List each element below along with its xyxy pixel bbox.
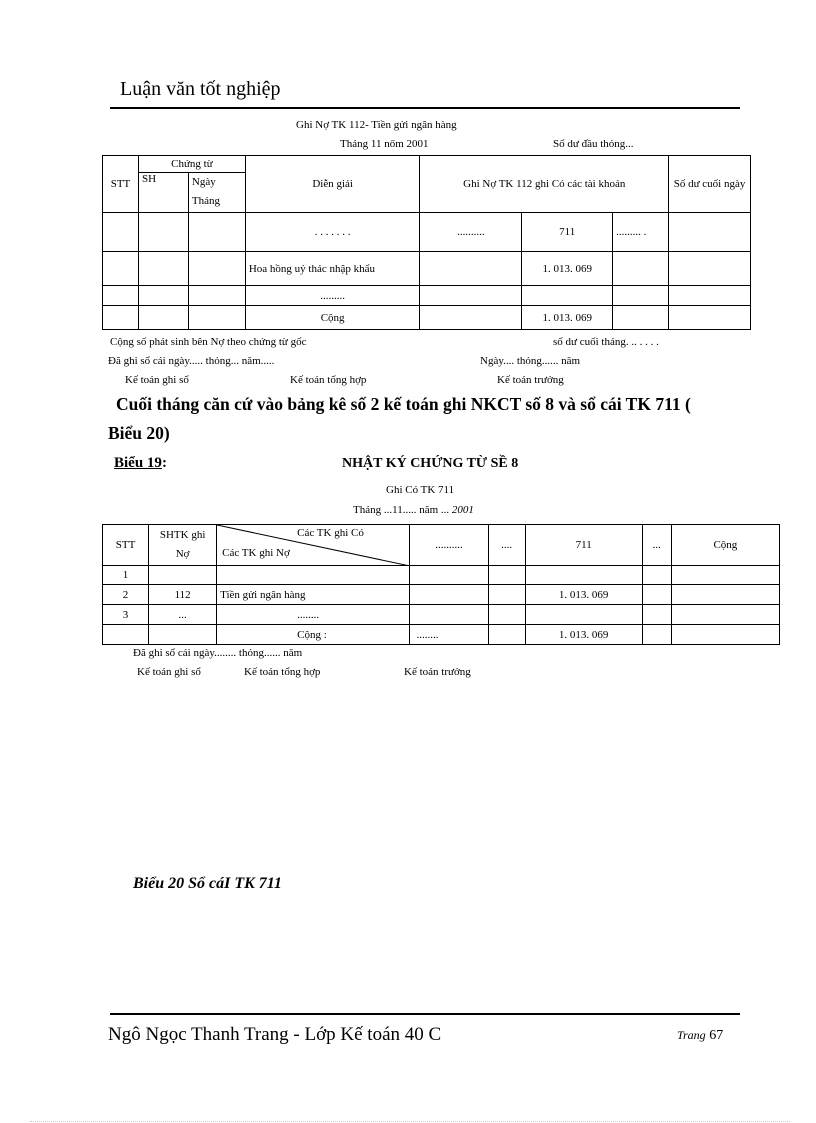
diagonal-header-cell — [217, 525, 410, 566]
table-row — [103, 252, 751, 286]
row-c — [613, 252, 669, 286]
row-a: .......... — [420, 213, 522, 252]
ledger-footer-left: Cộng số phát sinh bên Nợ theo chứng từ gốc — [110, 336, 307, 348]
footer-rule — [110, 1013, 740, 1015]
footer-page — [677, 1028, 723, 1044]
row-name: Cộng : — [217, 625, 410, 645]
header-rule — [110, 107, 740, 109]
paragraph-line-2: Biểu 20) — [108, 423, 170, 443]
row-711 — [525, 566, 642, 585]
col-shtk: SHTK ghi Nợ — [149, 525, 217, 566]
footer-author: Ngô Ngọc Thanh Trang - Lớp Kế toán 40 C — [108, 1024, 442, 1045]
ledger-month: Tháng 11 nőm 2001 — [340, 138, 429, 150]
paragraph-line-1: Cuối tháng căn cứ vào bảng kê số 2 kế toán ghi NKCT số 8 và sổ cái TK 711 ( — [116, 394, 691, 414]
row-c: ......... . — [613, 213, 669, 252]
row-711 — [525, 605, 642, 625]
row-stt — [103, 625, 149, 645]
row-a — [420, 286, 522, 306]
col-desc: Diễn giải — [245, 156, 420, 213]
col-a: .......... — [410, 525, 488, 566]
col-total: Cộng — [671, 525, 779, 566]
row-711: 1. 013. 069 — [525, 625, 642, 645]
row-a — [410, 566, 488, 585]
row-c — [613, 306, 669, 330]
row-b — [522, 286, 613, 306]
row-name — [217, 566, 410, 585]
page-number: 67 — [709, 1028, 724, 1043]
col-voucher: Chứng từ — [138, 156, 245, 173]
table-row — [103, 286, 751, 306]
col-credit: Ghi Nợ TK 112 ghi Có các tài khoản — [420, 156, 669, 213]
col-stt: STT — [103, 156, 139, 213]
col-b: .... — [488, 525, 525, 566]
journal-sign-3: Kế toán trưởng — [404, 666, 471, 678]
row-sh — [149, 566, 217, 585]
table-row — [103, 306, 751, 330]
ledger-date-line: Ngày.... thỏng...... năm — [480, 355, 581, 367]
journal-period — [353, 504, 474, 516]
journal-label-colon: : — [161, 455, 167, 471]
row-a — [420, 306, 522, 330]
table-row — [103, 625, 780, 645]
journal-recorded: Đã ghi sổ cái ngày........ thỏng...... năm — [133, 647, 303, 659]
row-stt: 1 — [103, 566, 149, 585]
row-b: 711 — [522, 213, 613, 252]
col-d: ... — [642, 525, 671, 566]
journal-label — [114, 455, 167, 472]
row-desc: ......... — [245, 286, 420, 306]
ledger-sign-1: Kế toán ghi sổ — [125, 374, 189, 386]
col-stt: STT — [103, 525, 149, 566]
row-a — [420, 252, 522, 286]
col-date: Ngày Tháng — [188, 173, 245, 213]
row-b: 1. 013. 069 — [522, 252, 613, 286]
row-name: Tiền gửi ngân hàng — [217, 585, 410, 605]
bottom-edge-line — [30, 1121, 790, 1122]
col-credit-accounts: Các TK ghi Có — [297, 527, 364, 539]
row-desc: . . . . . . . — [245, 213, 420, 252]
row-sh: ... — [149, 605, 217, 625]
ledger-table — [102, 155, 751, 330]
table-row — [103, 566, 780, 585]
table-row — [103, 605, 780, 625]
col-sh: SH — [138, 173, 188, 213]
ledger-sign-3: Kế toán trưởng — [497, 374, 564, 386]
row-stt: 2 — [103, 585, 149, 605]
row-name: ........ — [217, 605, 410, 625]
bieu-20-title: Biểu 20 Sổ cáI TK 711 — [133, 875, 282, 892]
col-debit-accounts: Các TK ghi Nợ — [222, 547, 290, 559]
row-c — [613, 286, 669, 306]
row-a — [410, 605, 488, 625]
ledger-sign-2: Kế toán tổng hợp — [290, 374, 367, 386]
page-label: Trang — [677, 1028, 706, 1042]
row-sh — [149, 625, 217, 645]
journal-sign-1: Kế toán ghi sổ — [137, 666, 201, 678]
journal-table — [102, 524, 780, 645]
journal-period-prefix: Tháng ...11..... năm ... — [353, 504, 452, 516]
row-a — [410, 585, 488, 605]
journal-sign-2: Kế toán tổng hợp — [244, 666, 321, 678]
journal-label-text: Biểu 19 — [114, 455, 162, 471]
journal-subtitle: Ghi Có TK 711 — [386, 484, 455, 496]
table-row — [103, 213, 751, 252]
ledger-recorded: Đã ghi sổ cái ngày..... thỏng... năm..... — [108, 355, 275, 367]
col-711: 711 — [525, 525, 642, 566]
row-b: 1. 013. 069 — [522, 306, 613, 330]
row-desc: Cộng — [245, 306, 420, 330]
ledger-title: Ghi Nợ TK 112- Tiền gửi ngân hàng — [296, 119, 457, 131]
page-header-title: Luận văn tốt nghiệp — [120, 78, 281, 100]
row-desc: Hoa hồng uỷ thác nhập khẩu — [245, 252, 420, 286]
row-711: 1. 013. 069 — [525, 585, 642, 605]
row-stt: 3 — [103, 605, 149, 625]
col-balance: Số dư cuối ngày — [669, 156, 751, 213]
row-a: ........ — [410, 625, 488, 645]
ledger-footer-right: số dư cuối tháng. .. . . . . — [553, 336, 659, 348]
journal-title: NHẬT KÝ CHỨNG TỪ SỀ 8 — [342, 456, 519, 471]
opening-balance: Số dư đầu thỏng... — [553, 138, 634, 150]
table-row — [103, 585, 780, 605]
journal-period-year: 2001 — [451, 504, 474, 516]
row-sh: 112 — [149, 585, 217, 605]
